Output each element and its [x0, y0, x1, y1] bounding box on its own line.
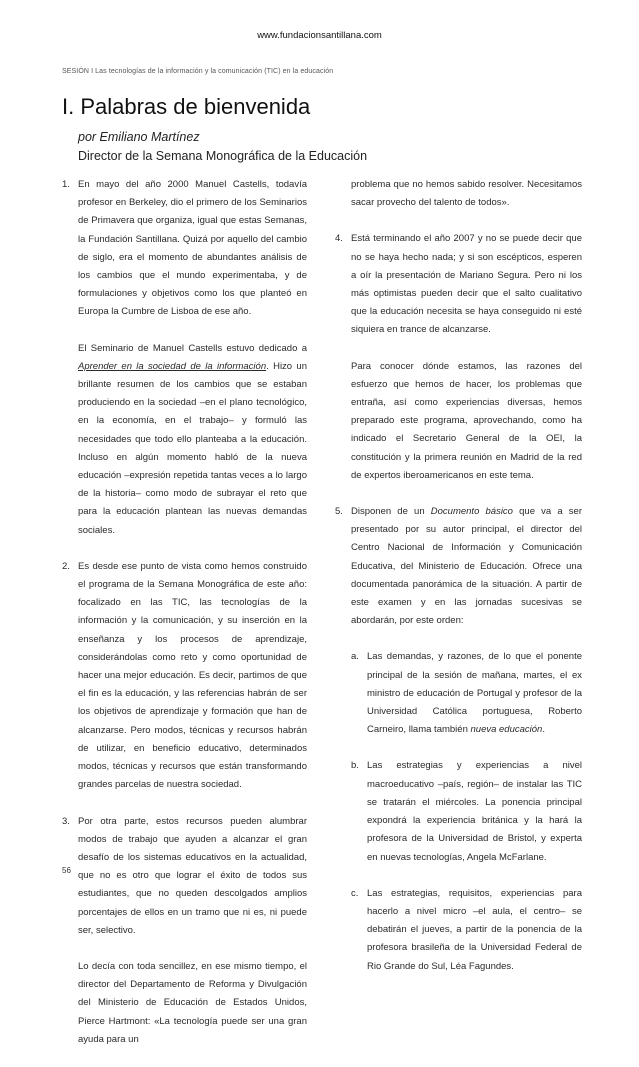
list-item-5	[335, 503, 582, 976]
paragraph: Las estrategias, requisitos, experiencias para hacerlo a nivel micro –el aula, el centro– se debatirán el jueves, a partir de la ponencia de la profesora brasileña de la Universidad Federal de Rio Grande do Sul, Léa Fagundes.	[367, 887, 582, 972]
paragraph: Por otra parte, estos recursos pueden alumbrar modos de trabajo que ayuden a alcanzar el gran desafío de los sistemas educativos en la actualidad, que no es otro que lograr el éxito de todos sus estudiantes, que no queden descolgados amplios porcentajes de ellos en un tramo que ni es, ni puede ser, selectivo.	[78, 815, 307, 936]
paragraph: En mayo del año 2000 Manuel Castells, todavía profesor en Berkeley, dio el primero de los Seminarios de Primavera que organiza, igual que estas Semanas, la Fundación Santillana. Quizá por aquello del cambio de siglo, era el momento de abundantes análisis de los cambios que el mundo experimentaba, y de formulaciones y objetivos como los que planteó en Europa la Cumbre de Lisboa de ese año.	[78, 179, 307, 318]
emphasized-title: Documento básico	[430, 506, 513, 518]
paragraph: Las demandas, y razones, de lo que el ponente principal de la sesión de mañana, martes, el ex ministro de educación de Portugal y profesor de la Universidad Católica portuguesa, Roberto Carneiro, llama también nueva educación.	[367, 651, 582, 736]
page-number: 56	[62, 866, 71, 875]
author-role: Director de la Semana Monográfica de la Educación	[78, 149, 368, 163]
item-number: 1.	[62, 179, 70, 190]
website-url: www.fundacionsantillana.com	[257, 30, 382, 41]
item-number: 2.	[62, 560, 70, 572]
left-column	[62, 176, 307, 1067]
paragraph: Para conocer dónde estamos, las razones del esfuerzo que hemos de hacer, los problemas que entraña, así como experiencias diversas, hemos preparado este programa, aprovechando, como ha indicado el Secretario General de la OEI, la constitución y la primera reunión en Madrid de la red de expertos iberoamericanos en este tema.	[351, 360, 582, 481]
item-number: 3.	[62, 815, 70, 827]
paragraph: Es desde ese punto de vista como hemos construido el programa de la Semana Monográfica de este año: focalizado en las TIC, las tecnologías de la información y la comunicación, y su inserción en la enseñanza y los procesos de aprendizaje, considerándolas como reto y como oportunidad de hacer una mejor educación. Es decir, partimos de que el fin es la educación, y las referencias habrán de ser los objetivos de aprendizaje y formación que han de alcanzarse. Pero modos, técnicas y recursos habrán de utilizar, en beneficio educativo, determinados modos, técnicas y recursos que están transformando grandes parcelas de nuestra sociedad.	[78, 560, 307, 791]
sub-item-b	[351, 757, 582, 866]
sub-item-c	[351, 885, 582, 976]
paragraph: Las estrategias y experiencias a nivel macroeducativo –país, región– de instalar las TIC se tratarán el miércoles. La ponencia principal expondrá la experiencia británica y la hará la profesora de la Universidad de Bristol, y experta en nuevas tecnologías, Angela McFarlane.	[367, 760, 582, 863]
paragraph-continuation: problema que no hemos sabido resolver. Necesitamos sacar provecho del talento de todos».	[351, 179, 582, 209]
item-number: 5.	[335, 506, 343, 518]
list-item-1	[62, 176, 307, 540]
list-item-4	[335, 230, 582, 485]
paragraph: El Seminario de Manuel Castells estuvo dedicado a Aprender en la sociedad de la información. Hizo un brillante resumen de los cambios que se estaban produciendo en la sociedad –en el plano tecnológico, en la economía, en el trabajo– y formuló las necesidades que todo ello planteaba a la educación. Incluso en algún momento habló de la nueva educación –expresión repetida tantas veces a lo largo de la historia– como modo de subrayar el reto que para la educación plantean las nuevas demandas sociales.	[78, 342, 307, 536]
page-title: I. Palabras de bienvenida	[62, 94, 311, 119]
emphasized-title: Aprender en la sociedad de la información	[78, 360, 267, 372]
sub-item-a	[351, 648, 582, 739]
sub-item-letter: a.	[351, 651, 359, 663]
sub-item-letter: c.	[351, 887, 359, 899]
paragraph: Disponen de un Documento básico que va a ser presentado por su autor principal, el director del Centro Nacional de Información y Comunicación Educativa, del Ministerio de Educación. Ofrece una documentada panorámica de la situación. A partir de este examen y en las jornadas sucesivas se abordarán, por este orden:	[351, 506, 582, 627]
emphasized-term: nueva educación	[470, 724, 543, 736]
sub-item-letter: b.	[351, 760, 359, 772]
list-item-3	[62, 813, 307, 1049]
item-number: 4.	[335, 233, 343, 245]
author-byline: por Emiliano Martínez	[78, 130, 200, 144]
right-column	[335, 176, 582, 994]
section-label: SESIÓN I Las tecnologías de la información y la comunicación (TIC) en la educación	[62, 68, 334, 75]
list-item-2	[62, 558, 307, 795]
paragraph: Lo decía con toda sencillez, en ese mismo tiempo, el director del Departamento de Reforma y Divulgación del Ministerio de Educación de Estados Unidos, Pierce Hartmont: «La tecnología puede ser una gran ayuda para un	[78, 960, 307, 1045]
paragraph: Está terminando el año 2007 y no se puede decir que no se haya hecho nada; y si son escépticos, esperen a oír la presentación de Mariano Segura. Pero ni los más optimistas pueden decir que el salto cualitativo que la educación necesita se haya conseguido ni esté siquiera en trance de alcanzarse.	[351, 233, 582, 336]
